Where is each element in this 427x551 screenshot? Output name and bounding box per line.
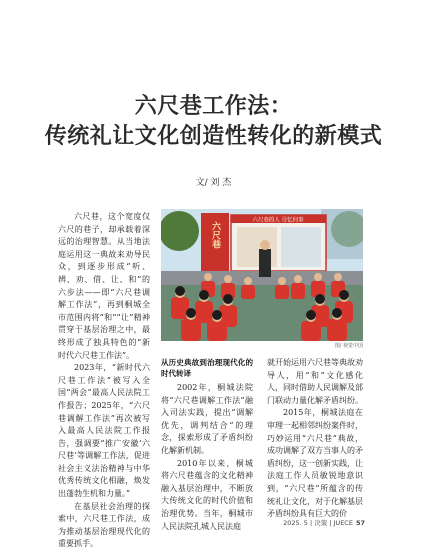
page-number: 57 <box>355 519 365 527</box>
paragraph: 2002年，桐城法院将“六尺巷调解工作法”融入司法实践，提出“调解优先，调判结合”的理念，探索形成了矛盾纠纷化解新机制。 <box>161 383 253 455</box>
article-photo <box>161 209 363 341</box>
article-title-line1: 六尺巷工作法： <box>134 94 293 119</box>
photo-illustration <box>161 209 363 341</box>
paragraph: 六尺巷，这个宽度仅六尺的巷子，却承载着深远的治理智慧。从当地法庭运用这一典故来劝导民众，到逐步形成“听、辨、劝、借、让、和”的六步法——即“六尺巷调解工作法”，再到桐城全市范围内将“和”“让”精神贯穿于基层治理之中，最终形成了独具特色的“新时代六尺巷工作法”。 <box>58 212 150 360</box>
text-column-1 <box>58 211 150 551</box>
author-byline: 文/ 刘 杰 <box>195 178 232 188</box>
text-column-2 <box>161 357 253 533</box>
footer-issue: 2025. 5 | 决策 | JUECE <box>283 519 353 527</box>
board-title: 六尺巷的人 尽忆何事 <box>252 217 304 224</box>
paragraph: 就开始运用六尺巷等典故劝导人，用“和”文化感化人，同时借助人民调解及部门联动力量化解矛盾纠纷。 <box>267 358 363 405</box>
text-column-3 <box>267 357 363 521</box>
page-footer <box>283 518 365 527</box>
banner-text: 六尺巷 <box>210 221 220 249</box>
paragraph: 2015年，桐城法庭在审理一起相邻纠纷案件时，巧妙运用“六尺巷”典故，成功调解了双方当事人的矛盾纠纷，这一创新实践，让法庭工作人员敏锐地意识到，“六尺巷”所蕴含的传统礼让文化，对于化解基层矛盾纠纷具有巨大的价 <box>267 408 363 519</box>
article-title-line2: 传统礼让文化创造性转化的新模式 <box>44 124 383 149</box>
paragraph: 在基层社会治理的探索中，六尺巷工作法，成为推动基层治理现代化的重要抓手。 <box>58 501 150 549</box>
photo-caption: 图/ 视觉中国 <box>334 343 363 349</box>
paragraph: 2010年以来，桐城将六尺巷蕴含的文化精神融入基层治理中，不断放大传统文化的时代价值和治理优势。当年，桐城市人民法院孔城人民法庭 <box>161 458 253 531</box>
paragraph: 2023年，“新时代六尺巷工作法”被写入全国“两会”最高人民法院工作报告；2025年，“六尺巷调解工作法”再次被写入最高人民法院工作报告，强调要“推广安徽‘六尺巷’等调解工作法，促进社会主义法治精神与中华优秀传统文化相融，焕发出蓬勃生机和力量。” <box>58 363 150 499</box>
section-subhead: 从历史典故到治理现代化的时代转译 <box>161 358 253 378</box>
